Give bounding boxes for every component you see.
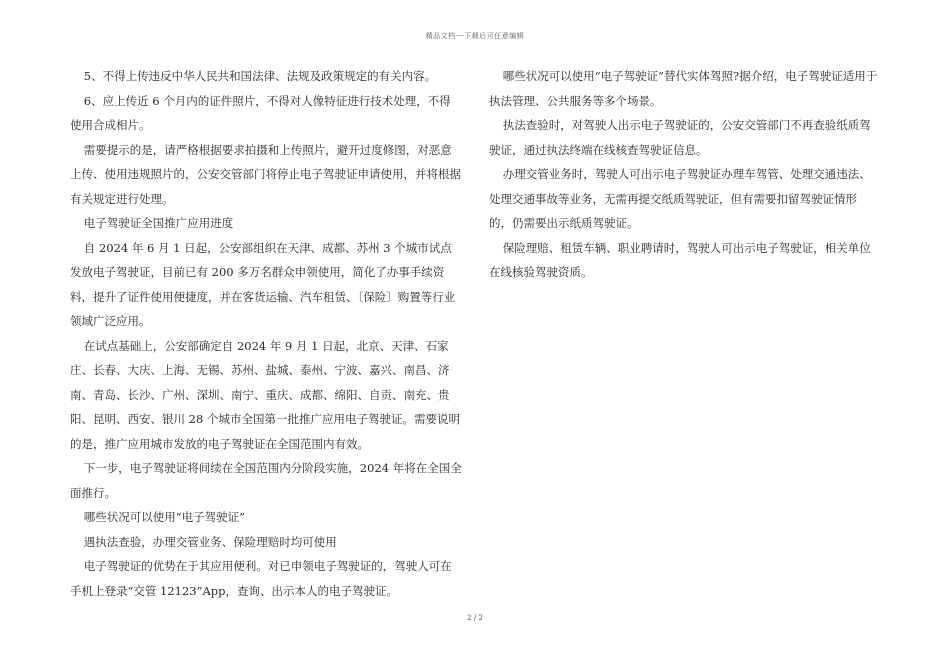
paragraph: 6、应上传近 6 个月内的证件照片，不得对人像特征进行技术处理，不得使用合成相片。: [70, 93, 451, 132]
right-column: [489, 64, 879, 285]
paragraph: 保险理赔、租赁车辆、职业聘请时，驾驶人可出示电子驾驶证，相关单位在线核验驾驶资质。: [489, 240, 871, 279]
paragraph: 遇执法查验，办理交管业务、保险理赔时均可使用: [83, 534, 337, 549]
paragraph: 办理交管业务时，驾驶人可出示电子驾驶证办理车驾管、处理交通违法、处理交通事故等业务，无需再提交纸质驾驶证，但有需要扣留驾驶证情形的，仍需要出示纸质驾驶证。: [489, 167, 871, 230]
paragraph: 下一步，电子驾驶证将间续在全国范围内分阶段实施，2024 年将在全国全面推行。: [70, 461, 462, 500]
paragraph: 5、不得上传违反中华人民共和国法律、法规及政策规定的有关内容。: [83, 69, 437, 83]
left-column: [70, 64, 462, 603]
paragraph: 执法查验时，对驾驶人出示电子驾驶证的，公安交管部门不再查验纸质驾驶证，通过执法终端在线核查驾驶证信息。: [489, 118, 871, 157]
paragraph: 需要提示的是，请严格根据要求拍摄和上传照片，避开过度修图，对恶意上传、使用违规照片的，公安交管部门将停止电子驾驶证申请使用，并将根据有关规定进行处理。: [70, 142, 461, 206]
section-heading: 电子驾驶证全国推广应用进度: [83, 216, 234, 230]
paragraph: 自 2024 年 6 月 1 日起，公安部组织在天津、成都、苏州 3 个城市试点发放电子驾驶证，目前已有 200 多万名群众申领使用，简化了办事手续资料，提升了证件使用便捷度，并在客货运输、汽车租赁、〔保险〕购置等行业领域广泛应用。: [70, 240, 456, 328]
page-header: 精品文档---下载后可任意编辑: [425, 32, 525, 40]
paragraph: 电子驾驶证的优势在于其应用便利。对已申领电子驾驶证的，驾驶人可在手机上登录“交管 12123”App，查询、出示本人的电子驾驶证。: [70, 559, 452, 598]
section-heading: 哪些状况可以使用“电子驾驶证”: [83, 510, 246, 524]
paragraph: 哪些状况可以使用“电子驾驶证”替代实体驾照?据介绍，电子驾驶证适用于执法管理、公共服务等多个场景。: [489, 69, 878, 108]
paragraph: 在试点基础上，公安部确定自 2024 年 9 月 1 日起，北京、天津、石家庄、长春、大庆、上海、无锡、苏州、盐城、泰州、宁波、嘉兴、南昌、济南、青岛、长沙、广州、深圳、南宁、重庆、成都、绵阳、自贡、南充、贵阳、昆明、西安、银川 28 个城市全国第一批推广应用电子驾驶证。需要说明的是，推广应用城市发放的电子驾驶证在全国范围内有效。: [70, 338, 460, 451]
page-number: 2 / 2: [467, 614, 483, 622]
